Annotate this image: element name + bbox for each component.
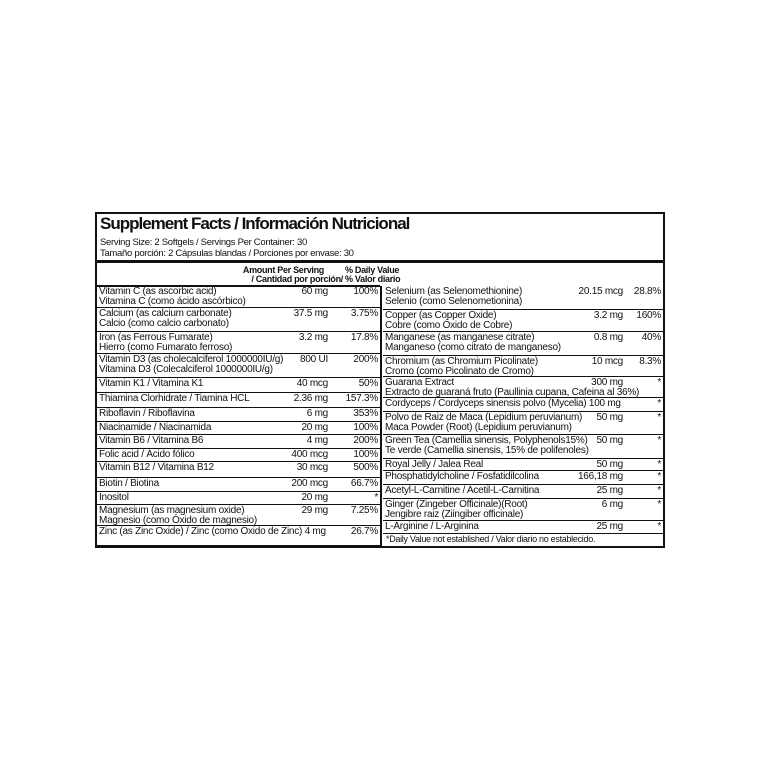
nutrient-name-es: Extracto de guaraná fruto (Paullinia cupana, Cafeina al 36%) <box>385 387 640 398</box>
nutrient-daily-value: 200% <box>353 354 378 365</box>
nutrient-daily-value: * <box>657 459 661 470</box>
nutrient-amount: 800 UI <box>300 354 328 365</box>
nutrient-name: Biotin / Biotina <box>99 478 159 489</box>
nutrient-row <box>97 378 380 393</box>
nutrient-name-es: Manganeso (como citrato de manganeso) <box>385 342 561 353</box>
nutrient-row <box>97 422 380 435</box>
nutrient-name-es: Hierro (como Fumarato ferroso) <box>99 342 233 353</box>
footnote: *Daily Value not established / Valor diario no establecido. <box>386 534 596 544</box>
nutrient-name: Selenium (as Selenomethionine) <box>385 286 523 297</box>
nutrient-name: Thiamina Clorhidrate / Tiamina HCL <box>99 393 250 404</box>
nutrient-amount: 6 mg <box>306 408 328 419</box>
nutrient-amount: 166,18 mg <box>577 471 623 482</box>
nutrient-row <box>97 308 380 332</box>
nutrient-name: Vitamin K1 / Vitamina K1 <box>99 378 204 389</box>
nutrient-name: Vitamin B6 / Vitamina B6 <box>99 435 204 446</box>
nutrient-daily-value: * <box>374 492 378 503</box>
nutrient-name: Polvo de Raiz de Maca (Lepidium peruvianum) <box>385 412 583 423</box>
nutrient-row <box>383 521 663 534</box>
nutrient-daily-value: 200% <box>353 435 378 446</box>
nutrient-daily-value: 40% <box>641 332 661 343</box>
nutrient-amount: 50 mg <box>596 435 623 446</box>
nutrient-name: Manganese (as manganese citrate) <box>385 332 535 343</box>
nutrient-name: Copper (as Copper Oxide) <box>385 310 497 321</box>
nutrient-row <box>97 462 380 478</box>
nutrient-amount: 200 mcg <box>291 478 328 489</box>
divider <box>97 260 663 263</box>
nutrient-amount: 10 mcg <box>591 356 623 367</box>
nutrient-name-es: Cobre (como Óxido de Cobre) <box>385 320 513 331</box>
nutrient-row <box>97 449 380 462</box>
nutrient-amount: 20 mg <box>301 492 328 503</box>
label-title: Supplement Facts / Información Nutricional <box>100 214 410 233</box>
nutrient-daily-value: 7.25% <box>350 505 378 516</box>
nutrient-daily-value: * <box>657 377 661 388</box>
nutrient-amount: 3.2 mg <box>593 310 623 321</box>
nutrient-row <box>383 310 663 332</box>
nutrient-daily-value: * <box>657 435 661 446</box>
nutrient-row <box>97 492 380 505</box>
nutrient-row <box>383 499 663 521</box>
nutrient-amount: 25 mg <box>596 485 623 496</box>
nutrient-amount: 4 mg <box>306 435 328 446</box>
nutrient-name: Vitamin B12 / Vitamina B12 <box>99 462 214 473</box>
nutrient-row <box>97 393 380 408</box>
nutrient-name-es: Te verde (Camellia sinensis, 15% de polifenoles) <box>385 445 589 456</box>
nutrient-row <box>383 398 663 412</box>
nutrient-amount: 37.5 mg <box>293 308 328 319</box>
nutrient-name-es: Magnesio (como Óxido de magnesio) <box>99 515 257 526</box>
nutrient-row <box>97 435 380 449</box>
nutrient-daily-value: * <box>657 471 661 482</box>
nutrient-name-es: Cromo (como Picolinato de Cromo) <box>385 366 534 377</box>
nutrient-name: Magnesium (as magnesium oxide) <box>99 505 245 516</box>
nutrient-name: Phosphatidylcholine / Fosfatidilcolina <box>385 471 539 482</box>
nutrient-row <box>383 356 663 377</box>
nutrient-row <box>383 459 663 471</box>
nutrient-name: Green Tea (Camellia sinensis, Polyphenols15%) <box>385 435 588 446</box>
nutrient-name-es: Vitamina D3 (Colecalciferol 1000000IU/g) <box>99 364 273 375</box>
nutrient-daily-value: * <box>657 499 661 510</box>
nutrient-row <box>383 286 663 310</box>
nutrient-row <box>97 332 380 354</box>
nutrient-amount: 60 mg <box>301 286 328 297</box>
nutrient-amount: 50 mg <box>596 412 623 423</box>
nutrient-amount: 3.2 mg <box>298 332 328 343</box>
nutrient-row <box>97 354 380 378</box>
nutrient-daily-value: 100% <box>353 449 378 460</box>
nutrient-daily-value: 157.3% <box>345 393 378 404</box>
nutrient-name: Guarana Extract <box>385 377 455 388</box>
nutrient-amount: 25 mg <box>596 521 623 532</box>
nutrient-daily-value: * <box>657 398 661 409</box>
nutrient-row <box>383 412 663 435</box>
nutrient-name: Zinc (as Zinc Oxide) / Zinc (como Óxido de Zinc) 4 mg <box>99 526 326 537</box>
nutrient-daily-value: 66.7% <box>350 478 378 489</box>
nutrient-name: Acetyl-L-Carnitine / Acetil-L-Carnitina <box>385 485 540 496</box>
nutrient-row <box>383 435 663 459</box>
nutrient-name-es: Vitamina C (como ácido ascórbico) <box>99 296 246 307</box>
nutrient-row <box>97 505 380 526</box>
nutrient-name: Calcium (as calcium carbonate) <box>99 308 232 319</box>
nutrient-row <box>97 526 380 546</box>
nutrient-name-es: Calcio (como calcio carbonato) <box>99 318 229 329</box>
dv-header-en: % Daily Value <box>345 265 400 275</box>
nutrient-daily-value: 353% <box>353 408 378 419</box>
supplement-facts-label <box>95 212 665 548</box>
nutrient-name-es: Jengibre raiz (Ziingiber officinale) <box>385 509 524 520</box>
nutrient-name: Riboflavin / Riboflavina <box>99 408 195 419</box>
amount-header-en: Amount Per Serving <box>242 265 324 275</box>
serving-info-es: Tamaño porción: 2 Cápsulas blandas / Porciones por envase: 30 <box>100 248 354 259</box>
nutrient-row <box>97 478 380 492</box>
nutrient-daily-value: * <box>657 521 661 532</box>
left-nutrient-column <box>97 286 382 546</box>
amount-header-es: / Cantidad por porción/ <box>251 274 343 284</box>
nutrient-daily-value: 28.8% <box>633 286 661 297</box>
nutrient-amount: 6 mg <box>601 499 623 510</box>
nutrient-amount: 300 mg <box>591 377 623 388</box>
nutrient-name: Royal Jelly / Jalea Real <box>385 459 483 470</box>
nutrient-amount: 400 mcg <box>291 449 328 460</box>
nutrient-row <box>97 286 380 308</box>
nutrient-name-es: Selenio (como Selenometionina) <box>385 296 523 307</box>
nutrient-name: Vitamin C (as ascorbic acid) <box>99 286 217 297</box>
nutrient-name: Folic acid / Ácido fólico <box>99 449 195 460</box>
nutrient-daily-value: 17.8% <box>350 332 378 343</box>
nutrient-daily-value: 3.75% <box>350 308 378 319</box>
nutrient-amount: 2.36 mg <box>293 393 328 404</box>
nutrient-name: Chromium (as Chromium Picolinate) <box>385 356 538 367</box>
nutrient-amount: 40 mcg <box>296 378 328 389</box>
nutrient-daily-value: 100% <box>353 286 378 297</box>
nutrient-name: Vitamin D3 (as cholecalciferol 1000000IU/g) <box>99 354 284 365</box>
nutrient-daily-value: 8.3% <box>639 356 661 367</box>
nutrient-row <box>97 408 380 422</box>
right-nutrient-column <box>383 286 663 545</box>
column-header <box>97 265 401 287</box>
nutrient-row <box>383 485 663 499</box>
nutrient-name: Inositol <box>99 492 129 503</box>
nutrient-name: Ginger (Zingeber Officinale)(Root) <box>385 499 528 510</box>
nutrient-daily-value: 500% <box>353 462 378 473</box>
nutrient-daily-value: 160% <box>636 310 661 321</box>
nutrient-amount: 30 mcg <box>296 462 328 473</box>
nutrient-name-es: Maca Powder (Root) (Lepidium peruvianum) <box>385 422 572 433</box>
nutrient-amount: 20 mg <box>301 422 328 433</box>
nutrient-name: Iron (as Ferrous Fumarate) <box>99 332 213 343</box>
nutrient-daily-value: 26.7% <box>350 526 378 537</box>
serving-info-en: Serving Size: 2 Softgels / Servings Per Container: 30 <box>100 237 307 248</box>
nutrient-amount: 20.15 mcg <box>578 286 623 297</box>
nutrient-amount: 0.8 mg <box>593 332 623 343</box>
nutrient-row <box>383 471 663 485</box>
nutrient-name: L-Arginine / L-Arginina <box>385 521 479 532</box>
nutrient-amount: 50 mg <box>596 459 623 470</box>
nutrient-daily-value: * <box>657 485 661 496</box>
dv-header-es: % Valor diario <box>345 274 401 284</box>
nutrient-name: Niacinamide / Niacinamida <box>99 422 212 433</box>
nutrient-row <box>383 332 663 356</box>
nutrient-daily-value: * <box>657 412 661 423</box>
nutrient-daily-value: 100% <box>353 422 378 433</box>
nutrient-name: Cordyceps / Cordyceps sinensis polvo (Mycelia) 100 mg <box>385 398 621 409</box>
nutrient-row <box>383 377 663 398</box>
nutrient-daily-value: 50% <box>358 378 378 389</box>
nutrient-amount: 29 mg <box>301 505 328 516</box>
